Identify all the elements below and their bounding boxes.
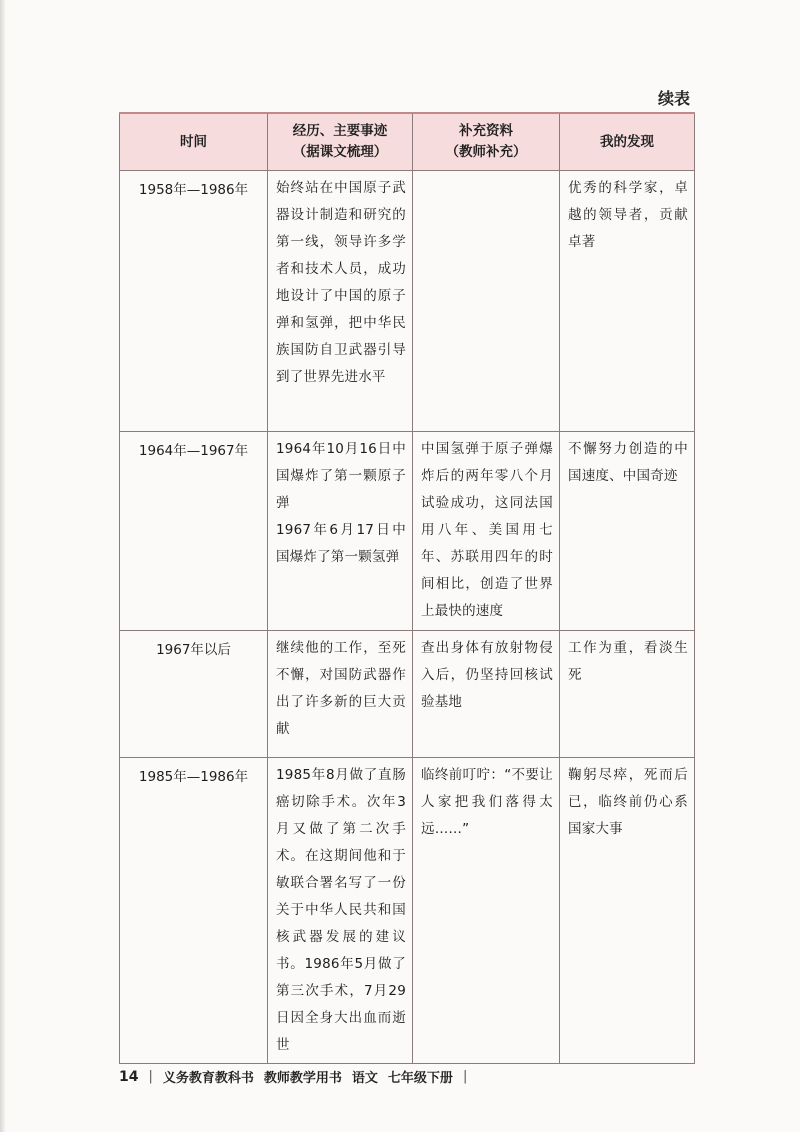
table-row	[120, 432, 695, 631]
header-line: 补充资料	[459, 123, 513, 139]
column-header-events	[268, 113, 413, 171]
column-header-time	[120, 113, 268, 171]
discovery-cell	[560, 171, 695, 432]
supplement-cell	[413, 171, 560, 432]
discovery-text: 鞠躬尽瘁，死而后已，临终前仍心系国家大事	[568, 767, 688, 837]
events-cell	[268, 631, 413, 758]
deng-jiaxian-record-table	[119, 112, 695, 1064]
page-footer	[119, 1067, 467, 1086]
discovery-text: 工作为重，看淡生死	[568, 640, 688, 683]
continued-table-label: 续表	[657, 89, 690, 108]
supplement-cell	[413, 432, 560, 631]
events-cell	[268, 432, 413, 631]
header-line: 经历、主要事迹	[292, 123, 388, 139]
footer-separator: |	[148, 1069, 153, 1084]
discovery-cell	[560, 631, 695, 758]
events-text: 始终站在中国原子武器设计制造和研究的第一线，领导许多学者和技术人员，成功地设计了中国的原子弹和氢弹，把中华民族国防自卫武器引导到了世界先进水平	[276, 180, 406, 385]
supplement-cell	[413, 758, 560, 1064]
events-cell	[268, 758, 413, 1064]
supplement-text: 中国氢弹于原子弹爆炸后的两年零八个月试验成功，这同法国用八年、美国用七年、苏联用四年的时间相比，创造了世界上最快的速度	[421, 441, 553, 619]
header-line-sub: （据课文梳理）	[292, 144, 388, 160]
events-text: 1967年6月17日中国爆炸了第一颗氢弹	[276, 522, 406, 565]
discovery-cell	[560, 432, 695, 631]
events-text: 1985年8月做了直肠癌切除手术。次年3月又做了第二次手术。在这期间他和于敏联合署名写了一份关于中华人民共和国核武器发展的建议书。1986年5月做了第三次手术，7月29日因全身大出血而逝世	[276, 767, 406, 1053]
table-header-row	[120, 113, 695, 171]
header-line: 时间	[180, 133, 207, 150]
time-cell: 1967年以后	[120, 631, 268, 758]
time-cell: 1958年—1986年	[120, 171, 268, 432]
footer-separator: |	[462, 1069, 468, 1084]
page-number: 14	[119, 1068, 139, 1085]
events-text: 继续他的工作，至死不懈，对国防武器作出了许多新的巨大贡献	[276, 640, 406, 737]
footer-grade: 七年级下册	[387, 1071, 453, 1086]
time-cell: 1964年—1967年	[120, 432, 268, 631]
footer-book: 教师教学用书	[263, 1071, 342, 1086]
discovery-text: 优秀的科学家，卓越的领导者，贡献卓著	[568, 180, 688, 250]
page-edge-shadow	[0, 0, 6, 1132]
supplement-cell	[413, 631, 560, 758]
discovery-text: 不懈努力创造的中国速度、中国奇迹	[568, 441, 688, 484]
time-cell: 1985年—1986年	[120, 758, 268, 1064]
header-line: 我的发现	[600, 133, 654, 150]
supplement-text: 临终前叮咛：“不要让人家把我们落得太远……”	[421, 767, 553, 837]
events-text: 1964年10月16日中国爆炸了第一颗原子弹	[276, 441, 406, 511]
table-row	[120, 758, 695, 1064]
discovery-cell	[560, 758, 695, 1064]
header-line-sub: （教师补充）	[445, 144, 527, 160]
column-header-discovery	[560, 113, 695, 171]
column-header-supplement	[413, 113, 560, 171]
table-row	[120, 631, 695, 758]
table-row	[120, 171, 695, 432]
events-cell	[268, 171, 413, 432]
footer-series: 义务教育教科书	[162, 1071, 254, 1086]
footer-subject: 语文	[351, 1071, 378, 1086]
supplement-text: 查出身体有放射物侵入后，仍坚持回核试验基地	[421, 640, 553, 710]
